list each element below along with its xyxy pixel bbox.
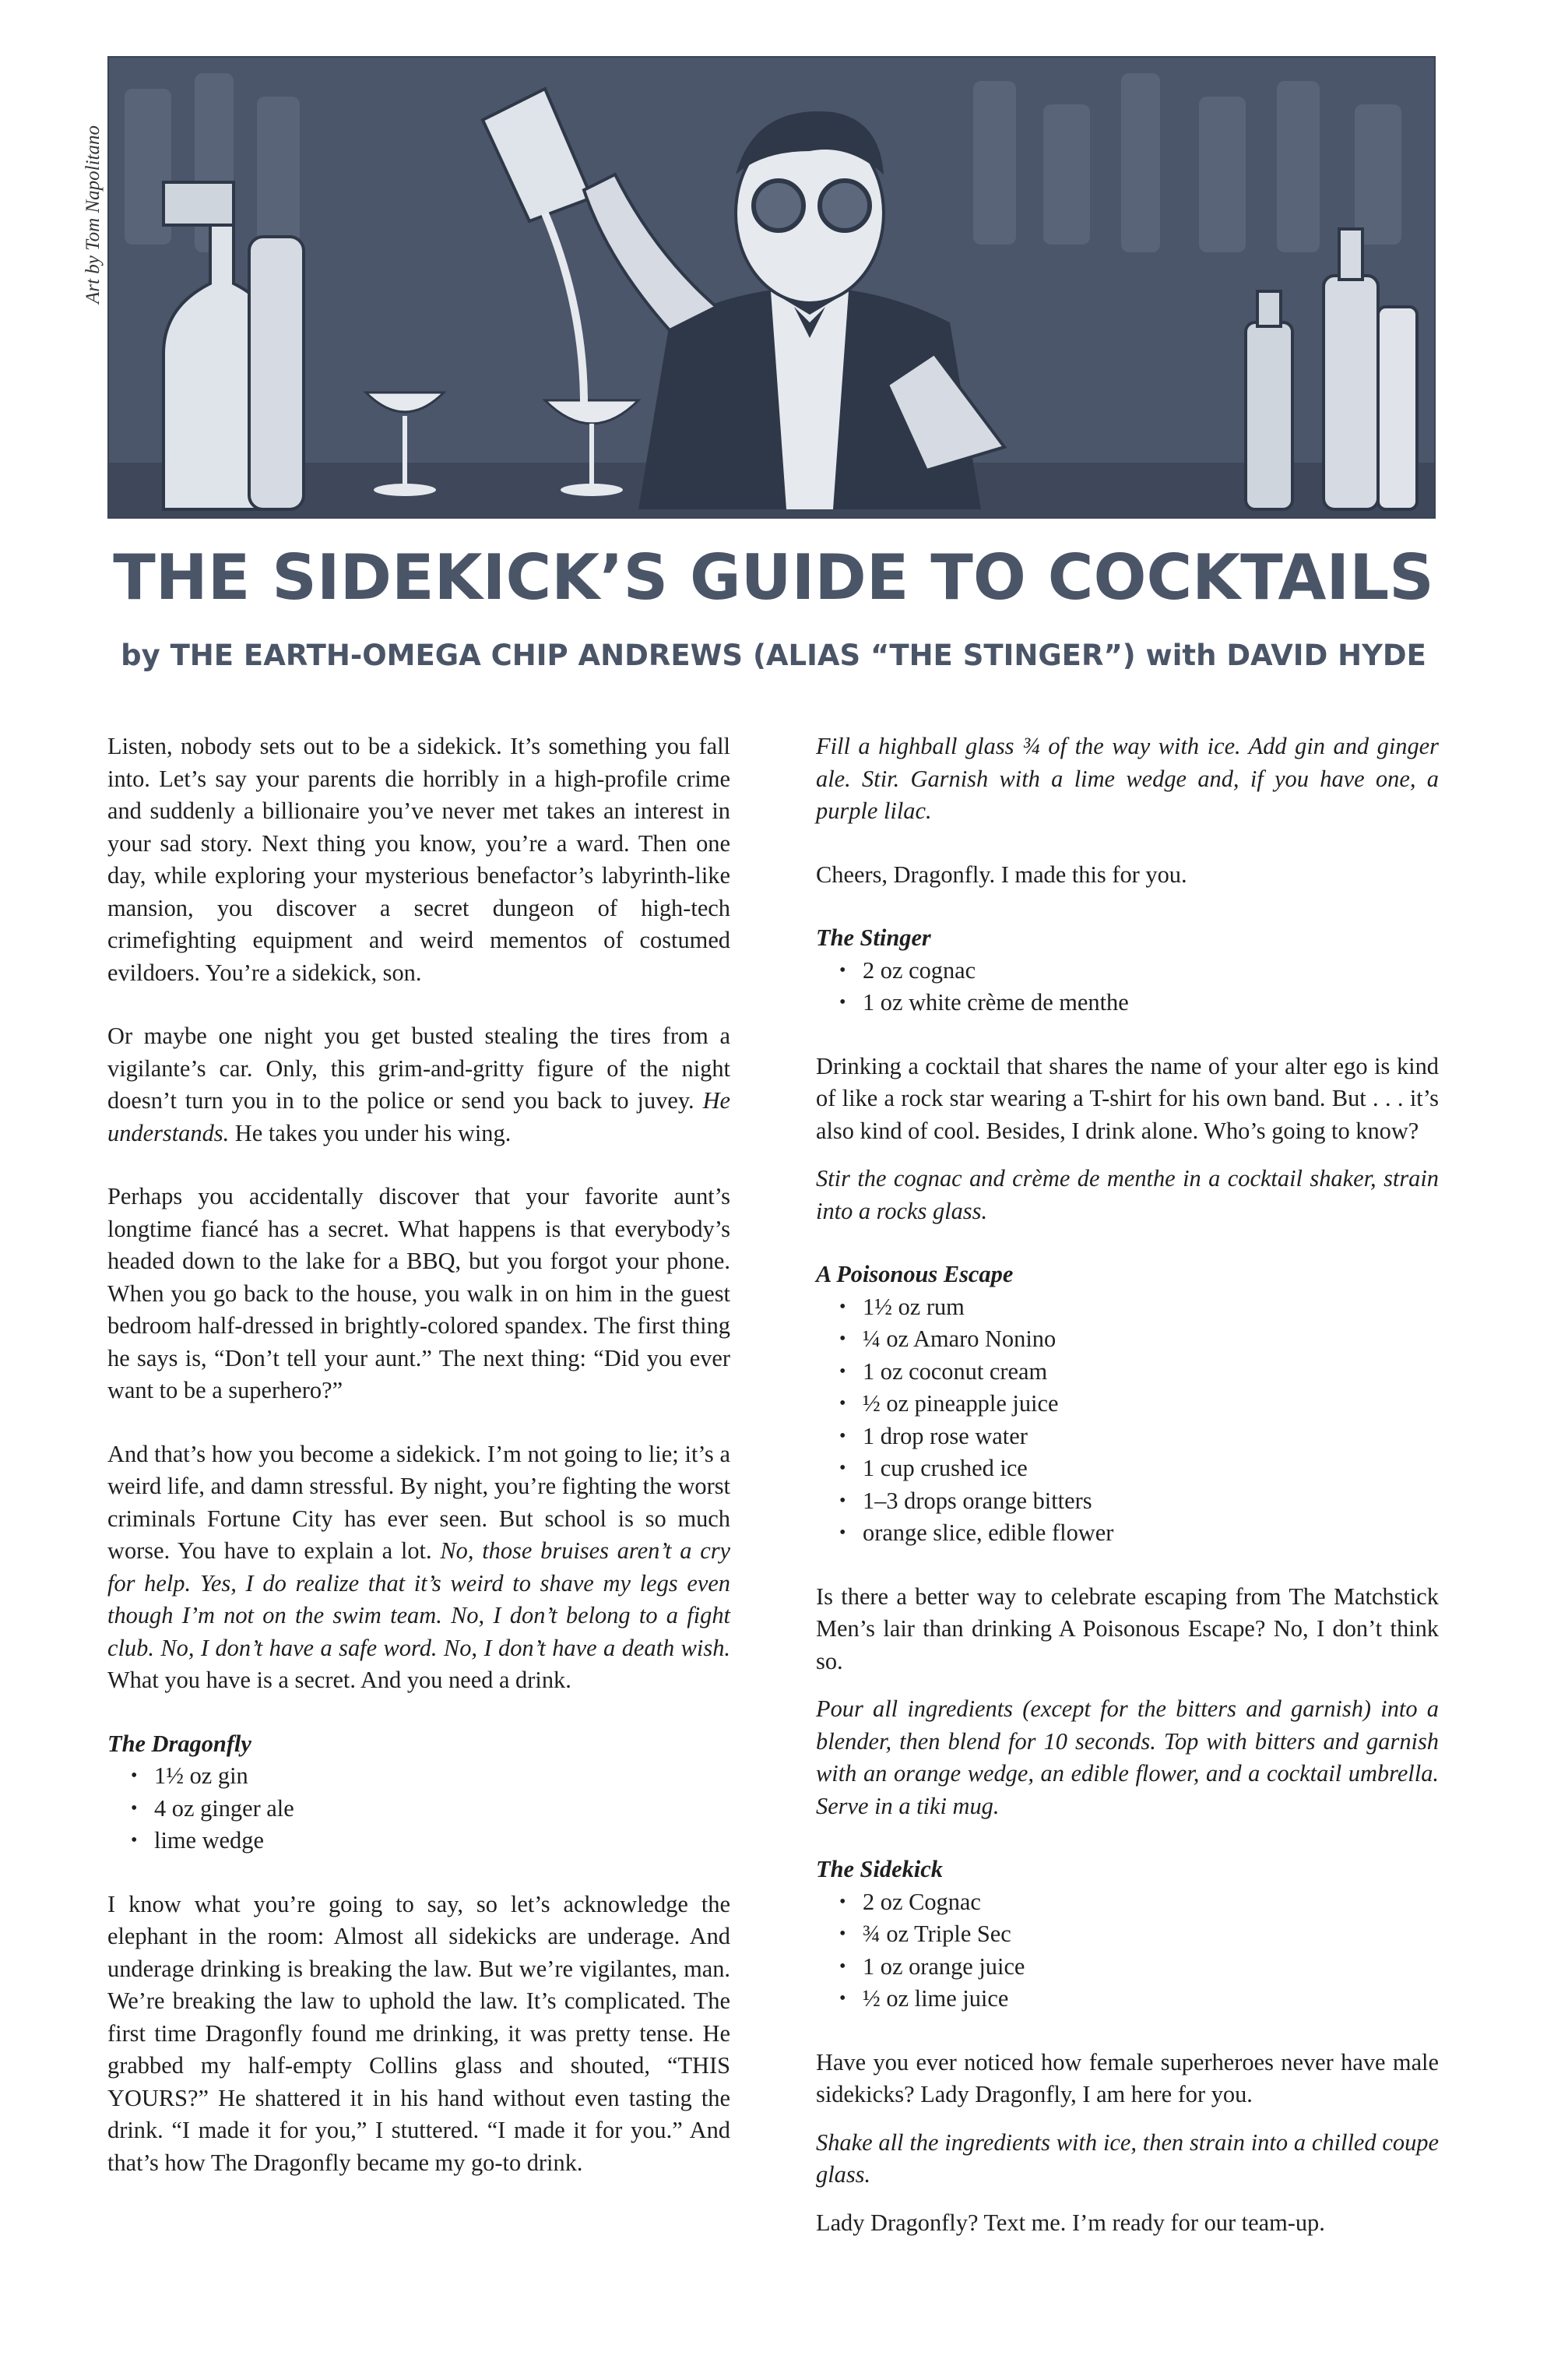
art-credit: Art by Tom Napolitano	[83, 125, 104, 304]
ingredient-item: • ½ oz lime juice	[839, 1983, 1439, 2016]
paragraph-cheers: Cheers, Dragonfly. I made this for you.	[816, 861, 1187, 888]
ingredient-item: • 2 oz Cognac	[839, 1886, 1439, 1919]
dragonfly-instructions: Fill a highball glass ¾ of the way with ice. Add gin and ginger ale. Stir. Garnish with a lime wedge and, if you have one, a purple lilac.	[816, 733, 1439, 824]
ingredient-item: • 1 oz white crème de menthe	[839, 987, 1439, 1019]
recipe-title-sidekick: The Sidekick	[816, 1856, 943, 1882]
page-title: THE SIDEKICK’S GUIDE TO COCKTAILS	[113, 541, 1434, 614]
paragraph-sidekick-life: And that’s how you become a sidekick. I’m not going to lie; it’s a weird life, and damn stressful. By night, you’re fighting the worst criminals Fortune City has ever seen. But school is so much worse. You have to explain a lot. No, those bruises aren’t a cry for help. Yes, I do realize that it’s weird to shave my legs even though I’m not on the swim team. No, I don’t belong to a fight club. No, I don’t have a safe word. No, I don’t have a death wish. What you have is a secret. And you need a drink.	[107, 1440, 731, 1693]
stinger-note: Drinking a cocktail that shares the name of your alter ego is kind of like a rock star wearing a T-shirt for his own band. But . . . it’s also kind of cool. Besides, I drink alone. Who’s going to know?	[816, 1052, 1439, 1144]
recipe-title-stinger: The Stinger	[816, 924, 931, 951]
paragraph-vigilante: Or maybe one night you get busted stealing the tires from a vigilante’s car. Only, this grim-and-gritty figure of the night doesn’t turn you in to the police or send you back to juvey. He understands. He takes you under his wing.	[107, 1023, 730, 1146]
ingredient-item: • 1–3 drops orange bitters	[839, 1485, 1439, 1518]
poisonous-escape-instructions: Pour all ingredients (except for the bitters and garnish) into a blender, then blend for 10 seconds. Top with bitters and garnish with an orange wedge, an edible flower, and a cocktail umbrella. Serve in a tiki mug.	[816, 1695, 1439, 1819]
ingredient-item: • lime wedge	[131, 1825, 730, 1857]
ingredients-poisonous-escape	[816, 1291, 1439, 1550]
ingredients-sidekick	[816, 1886, 1439, 2016]
ingredient-item: • orange slice, edible flower	[839, 1517, 1439, 1550]
recipe-title-poisonous-escape: A Poisonous Escape	[816, 1261, 1014, 1287]
ingredient-item: • 1 oz orange juice	[839, 1951, 1439, 1984]
paragraph-aunt: Perhaps you accidentally discover that your favorite aunt’s longtime fiancé has a secret. What happens is that everybody’s headed down to the lake for a BBQ, but you forgot your phone. When you go back to the house, you walk in on him in the guest bedroom half-dressed in brightly-colored spandex. The first thing he says is, “Don’t tell your aunt.” The next thing: “Did you ever want to be a superhero?”	[107, 1183, 730, 1403]
ingredients-stinger	[816, 955, 1439, 1019]
ingredient-item: • ¾ oz Triple Sec	[839, 1918, 1439, 1951]
paragraph-closing: Lady Dragonfly? Text me. I’m ready for our team-up.	[816, 2209, 1325, 2236]
ingredients-dragonfly	[107, 1760, 730, 1857]
bartender-art	[109, 58, 1434, 517]
poisonous-escape-note: Is there a better way to celebrate escaping from The Matchstick Men’s lair than drinking A Poisonous Escape? No, I don’t think so.	[816, 1583, 1439, 1674]
sidekick-instructions: Shake all the ingredients with ice, then strain into a chilled coupe glass.	[816, 2128, 1439, 2188]
ingredient-item: • ½ oz pineapple juice	[839, 1388, 1439, 1421]
ingredient-item: • 1 oz coconut cream	[839, 1356, 1439, 1389]
recipe-title-dragonfly: The Dragonfly	[107, 1730, 251, 1757]
ingredient-item: • 1½ oz gin	[131, 1760, 730, 1793]
stinger-instructions: Stir the cognac and crème de menthe in a cocktail shaker, strain into a rocks glass.	[816, 1165, 1439, 1224]
ingredient-item: • 1 drop rose water	[839, 1421, 1439, 1453]
ingredient-item: • ¼ oz Amaro Nonino	[839, 1323, 1439, 1356]
byline: by THE EARTH-OMEGA CHIP ANDREWS (ALIAS “THE STINGER”) with DAVID HYDE	[121, 639, 1426, 672]
bartender-illustration	[107, 56, 1436, 519]
paragraph-underage: I know what you’re going to say, so let’s acknowledge the elephant in the room: Almost all sidekicks are underage. And underage drinking is breaking the law. But we’re vigilantes, man. We’re breaking the law to uphold the law. It’s complicated. The first time Dragonfly found me drinking, it was pretty tense. He grabbed my half-empty Collins glass and shouted, “THIS YOURS?” He shattered it in his hand without even tasting the drink. “I made it for you,” I stuttered. “I made it for you.” And that’s how The Dragonfly became my go-to drink.	[107, 1890, 730, 2176]
ingredient-item: • 1 cup crushed ice	[839, 1452, 1439, 1485]
left-column	[107, 731, 730, 2210]
sidekick-note: Have you ever noticed how female superheroes never have male sidekicks? Lady Dragonfly, I am here for you.	[816, 2048, 1439, 2107]
ingredient-item: • 4 oz ginger ale	[131, 1793, 730, 1825]
ingredient-item: • 1½ oz rum	[839, 1291, 1439, 1324]
right-column	[816, 731, 1439, 2270]
paragraph-intro: Listen, nobody sets out to be a sidekick. It’s something you fall into. Let’s say your parents die horribly in a high-profile crime and suddenly a billionaire you’ve never met takes an interest in your sad story. Next thing you know, you’re a ward. Then one day, while exploring your mysterious benefactor’s labyrinth-like mansion, you discover a secret dungeon of high-tech crimefighting equipment and weird mementos of costumed evildoers. You’re a sidekick, son.	[107, 733, 730, 986]
ingredient-item: • 2 oz cognac	[839, 955, 1439, 988]
